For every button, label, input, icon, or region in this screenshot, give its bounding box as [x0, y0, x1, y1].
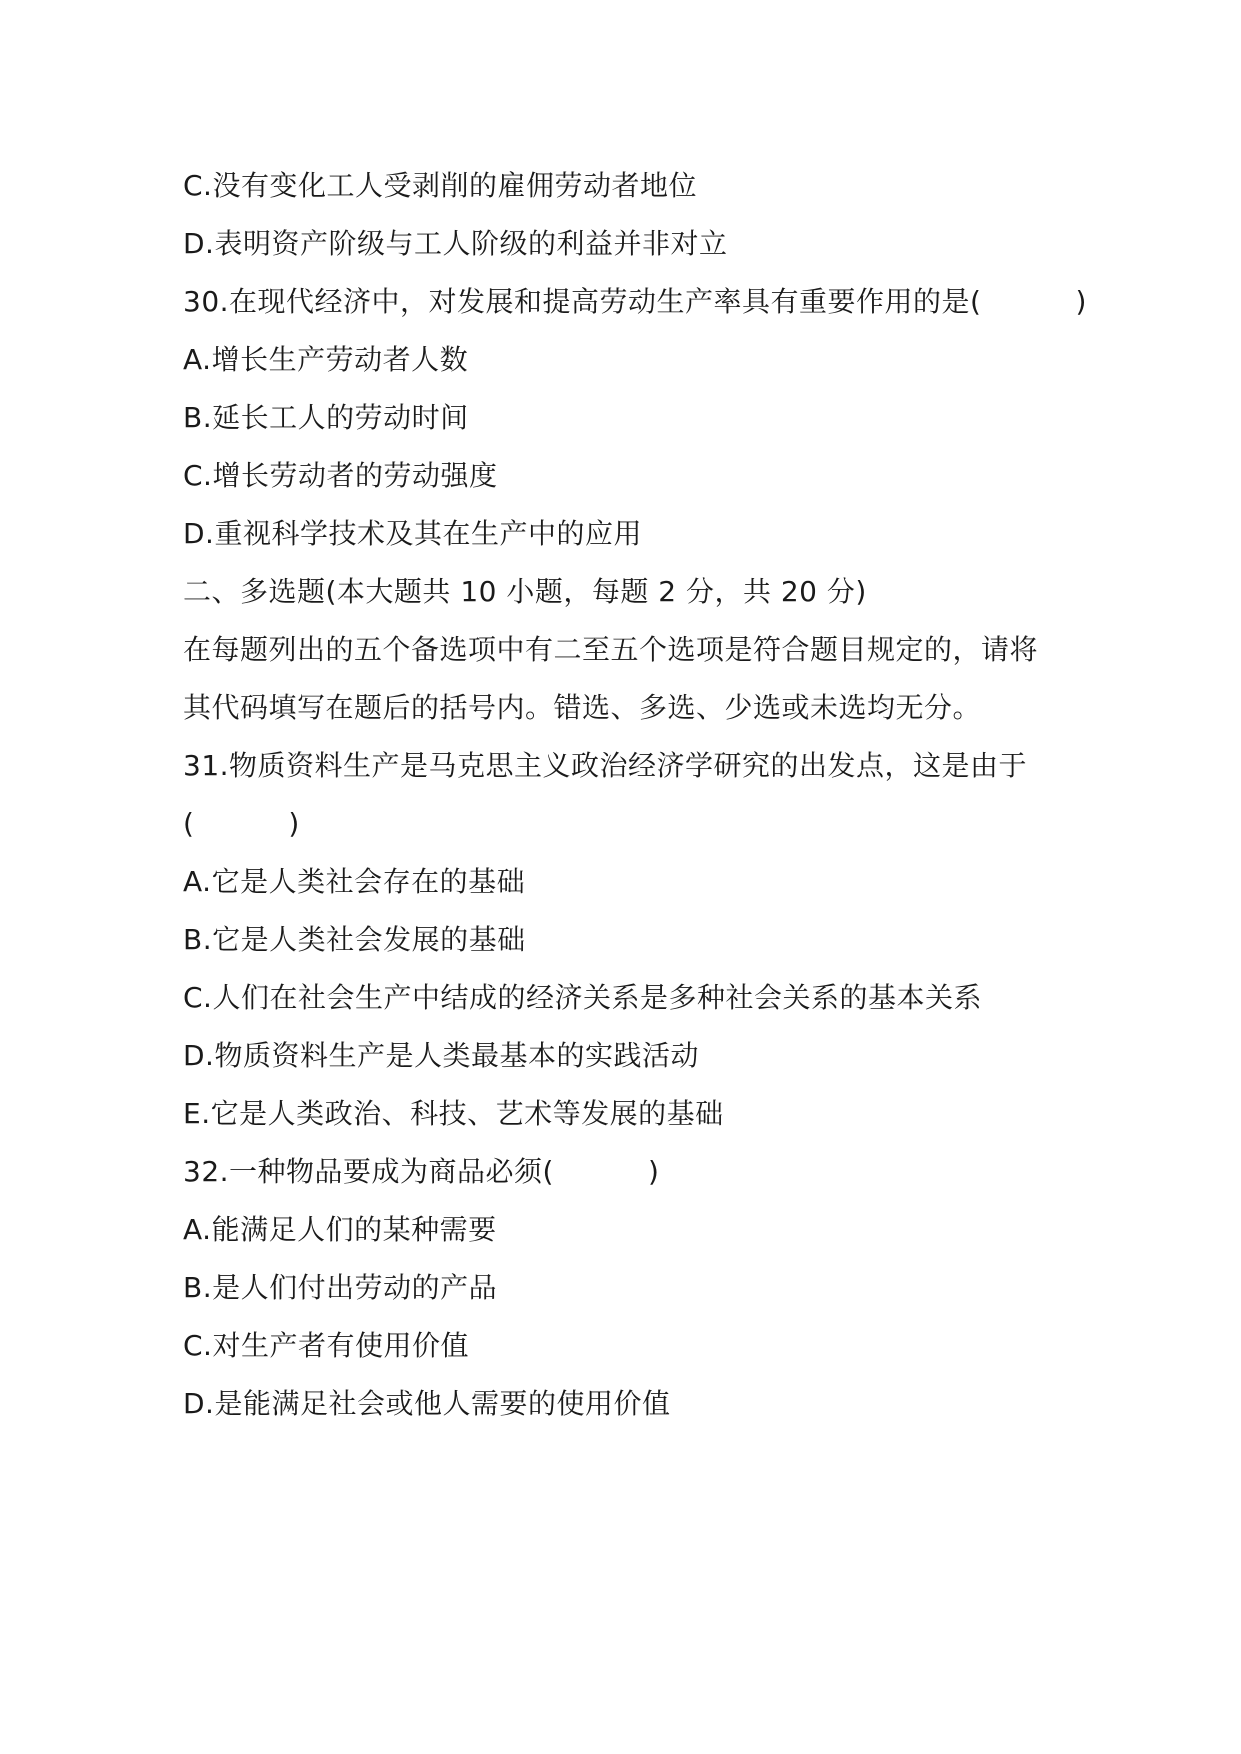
answer-blank: ( )	[183, 807, 300, 840]
option-line: B.延长工人的劳动时间	[183, 401, 469, 434]
option-line: D.重视科学技术及其在生产中的应用	[183, 517, 642, 550]
section-heading: 二、多选题(本大题共 10 小题，每题 2 分，共 20 分)	[183, 575, 867, 608]
option-line: D.表明资产阶级与工人阶级的利益并非对立	[183, 227, 728, 260]
question-30: 30.在现代经济中，对发展和提高劳动生产率具有重要作用的是( )	[183, 285, 1087, 318]
option-line: B.是人们付出劳动的产品	[183, 1271, 498, 1304]
option-line: C.人们在社会生产中结成的经济关系是多种社会关系的基本关系	[183, 981, 982, 1014]
question-32: 32.一种物品要成为商品必须( )	[183, 1155, 660, 1188]
instruction-text: 在每题列出的五个备选项中有二至五个选项是符合题目规定的，请将	[183, 633, 1039, 666]
instruction-text: 其代码填写在题后的括号内。错选、多选、少选或未选均无分。	[183, 691, 982, 724]
option-line: A.增长生产劳动者人数	[183, 343, 469, 376]
option-line: A.能满足人们的某种需要	[183, 1213, 497, 1246]
option-line: C.对生产者有使用价值	[183, 1329, 469, 1362]
option-line: E.它是人类政治、科技、艺术等发展的基础	[183, 1097, 724, 1130]
option-line: A.它是人类社会存在的基础	[183, 865, 526, 898]
option-line: B.它是人类社会发展的基础	[183, 923, 526, 956]
question-31: 31.物质资料生产是马克思主义政治经济学研究的出发点，这是由于	[183, 749, 1028, 782]
option-line: C.没有变化工人受剥削的雇佣劳动者地位	[183, 169, 697, 202]
option-line: D.物质资料生产是人类最基本的实践活动	[183, 1039, 699, 1072]
option-line: D.是能满足社会或他人需要的使用价值	[183, 1387, 671, 1420]
option-line: C.增长劳动者的劳动强度	[183, 459, 498, 492]
